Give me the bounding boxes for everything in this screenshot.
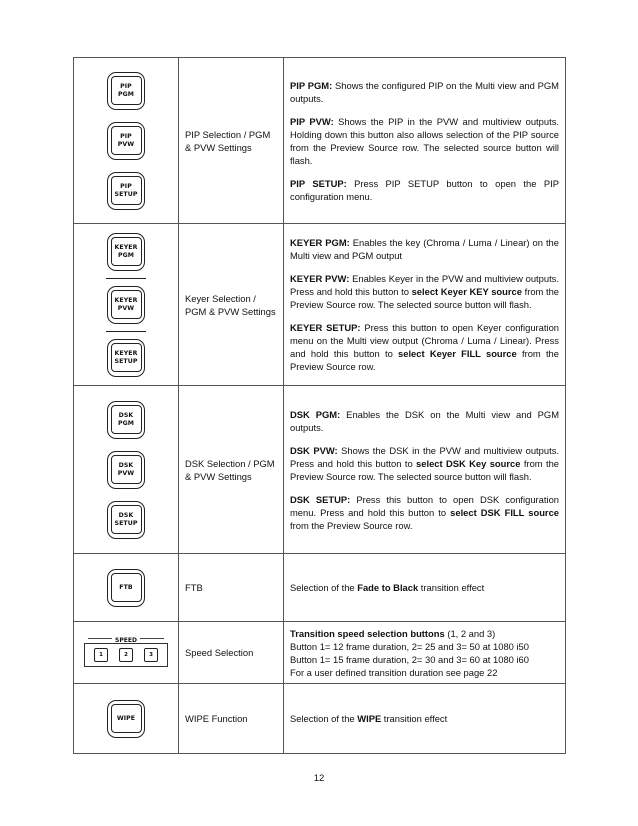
speed-frame (84, 643, 168, 667)
bold-text: select DSK FILL source (450, 506, 559, 518)
bold-text: KEYER PVW: (290, 273, 350, 284)
function-name-cell: FTB (179, 554, 284, 622)
bold-text: DSK PGM: (290, 408, 341, 420)
description-line (290, 666, 559, 679)
description-paragraph (290, 115, 559, 167)
bold-text: KEYER SETUP: (290, 322, 361, 333)
dsk-pgm-key-icon (107, 401, 145, 439)
keyer-pgm-key-icon (107, 233, 145, 271)
pip-pvw-key-icon (107, 122, 145, 160)
key-label: PIP SETUP (111, 176, 142, 205)
dsk-setup-key-icon (107, 501, 145, 539)
bold-text: select DSK Key source (416, 457, 521, 469)
text-run: For a user defined transition duration see page 22 (290, 666, 498, 678)
function-name-cell: WIPE Function (179, 684, 284, 754)
pip-setup-key-icon (107, 172, 145, 210)
bold-text: select Keyer KEY source (411, 286, 522, 297)
text-run: Shows the PIP in the PVW and multiview outputs. Holding down this button also allows selection of the PIP source from the Preview Source row. The selected source button will flash. (290, 115, 559, 166)
bold-text: Transition speed selection buttons (290, 627, 445, 639)
text-run: Press this button to open Keyer configuration menu on the Multi view output (Chroma / Luma / Linear). Press and hold this button to (290, 322, 559, 359)
text-run: Button 1= 15 frame duration, 2= 30 and 3= 60 at 1080 i60 (290, 653, 529, 665)
dsk-pvw-key-icon (107, 451, 145, 489)
button-illustration-cell (74, 224, 179, 386)
bold-text: PIP PGM: (290, 79, 333, 91)
function-table (73, 57, 566, 754)
function-name-cell: Keyer Selection / PGM & PVW Settings (179, 224, 284, 386)
description-line (290, 627, 559, 640)
key-label: FTB (111, 573, 142, 602)
table-row (74, 554, 566, 622)
speed-panel-icon (84, 634, 168, 668)
bold-text: KEYER PGM: (290, 237, 350, 248)
bold-text: PIP PVW: (290, 115, 334, 127)
description-paragraph (290, 236, 559, 262)
wipe-key-icon (107, 700, 145, 738)
speed-key-3-icon: 3 (144, 648, 158, 662)
text-run: Enables the key (Chroma / Luma / Linear) on the Multi view and PGM output (290, 237, 559, 261)
description-paragraph (290, 493, 559, 532)
description-line (290, 653, 559, 666)
key-label: WIPE (111, 704, 142, 733)
text-run: transition effect (381, 713, 448, 724)
key-label: DSK PVW (111, 455, 142, 484)
divider-line (106, 278, 146, 279)
key-label: PIP PGM (111, 76, 142, 105)
description-paragraph (290, 408, 559, 434)
description-cell (284, 684, 566, 754)
text-run: from the Preview Source row. The selected source button will flash. (290, 286, 560, 310)
description-paragraph (290, 581, 559, 594)
text-run: (1, 2 and 3) (444, 627, 496, 639)
description-cell (284, 554, 566, 622)
bold-text: Fade to Black (357, 582, 419, 593)
key-label: KEYER PGM (111, 237, 142, 266)
bold-text: WIPE (357, 713, 382, 724)
key-label: KEYER PVW (111, 290, 142, 319)
divider-line (106, 331, 146, 332)
description-line (290, 640, 559, 653)
pip-pgm-key-icon (107, 72, 145, 110)
table-row (74, 684, 566, 754)
bold-text: select Keyer FILL source (398, 348, 517, 359)
text-run: Button 1= 12 frame duration, 2= 25 and 3= 50 at 1080 i50 (290, 640, 529, 652)
key-label: DSK PGM (111, 405, 142, 434)
button-illustration-cell (74, 554, 179, 622)
description-cell (284, 386, 566, 554)
text-run: from the Preview Source row. (290, 519, 413, 531)
function-name-cell: DSK Selection / PGM & PVW Settings (179, 386, 284, 554)
keyer-setup-key-icon (107, 339, 145, 377)
description-paragraph (290, 79, 559, 105)
button-illustration-cell (74, 386, 179, 554)
bold-text: DSK SETUP: (290, 493, 351, 505)
text-run: Enables Keyer in the PVW and multiview outputs. Press and hold this button to (290, 273, 559, 297)
text-run: Press PIP SETUP button to open the PIP configuration menu. (290, 177, 559, 202)
text-run: from the Preview Source row. The selected source button will flash. (290, 457, 559, 482)
bold-text: DSK PVW: (290, 444, 338, 456)
text-run: transition effect (418, 582, 485, 593)
table-row (74, 58, 566, 224)
key-label: KEYER SETUP (111, 343, 142, 372)
description-paragraph (290, 272, 559, 311)
text-run: Shows the DSK in the PVW and multiview outputs. Press and hold this button to (290, 444, 559, 469)
speed-key-2-icon: 2 (119, 648, 133, 662)
speed-title: SPEED (115, 637, 137, 644)
speed-key-1-icon: 1 (94, 648, 108, 662)
table-row (74, 622, 566, 684)
table-row (74, 386, 566, 554)
key-label: DSK SETUP (111, 505, 142, 534)
function-name-cell: PIP Selection / PGM & PVW Settings (179, 58, 284, 224)
page-number: 12 (313, 773, 325, 784)
text-run: Press this button to open DSK configuration menu. Press and hold this button to (290, 493, 560, 518)
keyer-pvw-key-icon (107, 286, 145, 324)
text-run: from the Preview Source row. (290, 348, 559, 372)
ftb-key-icon (107, 569, 145, 607)
button-illustration-cell (74, 684, 179, 754)
text-run: Selection of the (290, 713, 358, 724)
description-paragraph (290, 444, 559, 483)
bold-text: PIP SETUP: (290, 177, 347, 189)
table-row (74, 224, 566, 386)
description-cell (284, 622, 566, 684)
text-run: Selection of the (290, 582, 358, 593)
button-illustration-cell (74, 58, 179, 224)
button-illustration-cell (74, 622, 179, 684)
key-label: PIP PVW (111, 126, 142, 155)
description-paragraph (290, 177, 559, 203)
description-paragraph (290, 712, 559, 725)
text-run: Enables the DSK on the Multi view and PGM outputs. (290, 408, 560, 433)
function-name-cell: Speed Selection (179, 622, 284, 684)
description-paragraph (290, 321, 559, 373)
text-run: Shows the configured PIP on the Multi view and PGM outputs. (290, 79, 559, 104)
description-cell (284, 58, 566, 224)
description-cell (284, 224, 566, 386)
